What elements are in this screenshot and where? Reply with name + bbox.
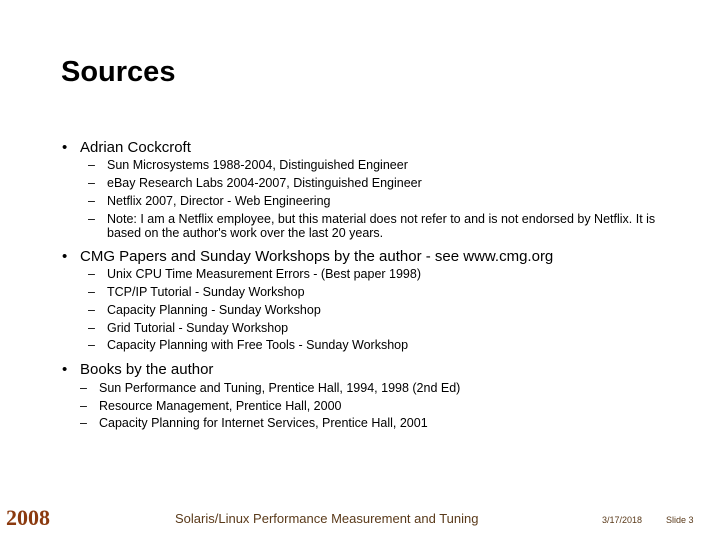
dash-icon: – [88,158,95,172]
bullet-icon: • [62,139,68,156]
bullet-text: CMG Papers and Sunday Workshops by the author - see www.cmg.org [80,248,554,265]
dash-icon: – [88,285,95,299]
dash-icon: – [80,381,87,395]
bullet-icon: • [62,361,68,378]
sub-item-text: TCP/IP Tutorial - Sunday Workshop [107,285,305,299]
bullet-item [62,139,191,156]
sub-item-text: Sun Microsystems 1988-2004, Distinguished Engineer [107,158,408,172]
footer-title: Solaris/Linux Performance Measurement and Tuning [175,511,479,526]
sub-item-text: Sun Performance and Tuning, Prentice Hall, 1994, 1998 (2nd Ed) [99,381,461,395]
dash-icon: – [88,303,95,317]
dash-icon: – [80,399,87,413]
sub-item-text: Resource Management, Prentice Hall, 2000 [99,399,342,413]
sub-item [88,176,658,190]
sub-item-text: Unix CPU Time Measurement Errors - (Best paper 1998) [107,267,421,281]
sub-item [88,321,658,335]
sub-item-text: Note: I am a Netflix employee, but this material does not refer to and is not endorsed by Netflix. It is based on the author's work over the last 20 years. [107,212,656,240]
sub-item-text: Capacity Planning - Sunday Workshop [107,303,321,317]
sub-item-text: Grid Tutorial - Sunday Workshop [107,321,289,335]
dash-icon: – [88,176,95,190]
sub-item [80,381,650,395]
dash-icon: – [88,194,95,208]
bullet-item [62,248,553,265]
bullet-text: Books by the author [80,361,214,378]
dash-icon: – [80,416,87,430]
footer-slide-number: Slide 3 [666,515,694,525]
footer-year: 2008 [6,505,50,530]
sub-item [88,338,658,352]
sub-item [88,158,658,172]
dash-icon: – [88,212,95,226]
sub-item [88,303,658,317]
bullet-item [62,361,213,378]
sub-item-text: eBay Research Labs 2004-2007, Distinguished Engineer [107,176,422,190]
sub-item [88,194,658,208]
dash-icon: – [88,267,95,281]
dash-icon: – [88,321,95,335]
bullet-text: Adrian Cockcroft [80,139,191,156]
footer-date: 3/17/2018 [602,515,643,525]
sub-item [88,212,658,240]
sub-item [80,416,650,430]
dash-icon: – [88,338,95,352]
sub-item-text: Netflix 2007, Director - Web Engineering [107,194,331,208]
slide-title: Sources [61,56,176,88]
sub-item-text: Capacity Planning with Free Tools - Sunday Workshop [107,338,409,352]
sub-item [80,399,650,413]
sub-item [88,267,658,281]
sub-item [88,285,658,299]
sub-item-text: Capacity Planning for Internet Services, Prentice Hall, 2001 [99,416,428,430]
bullet-icon: • [62,248,68,265]
